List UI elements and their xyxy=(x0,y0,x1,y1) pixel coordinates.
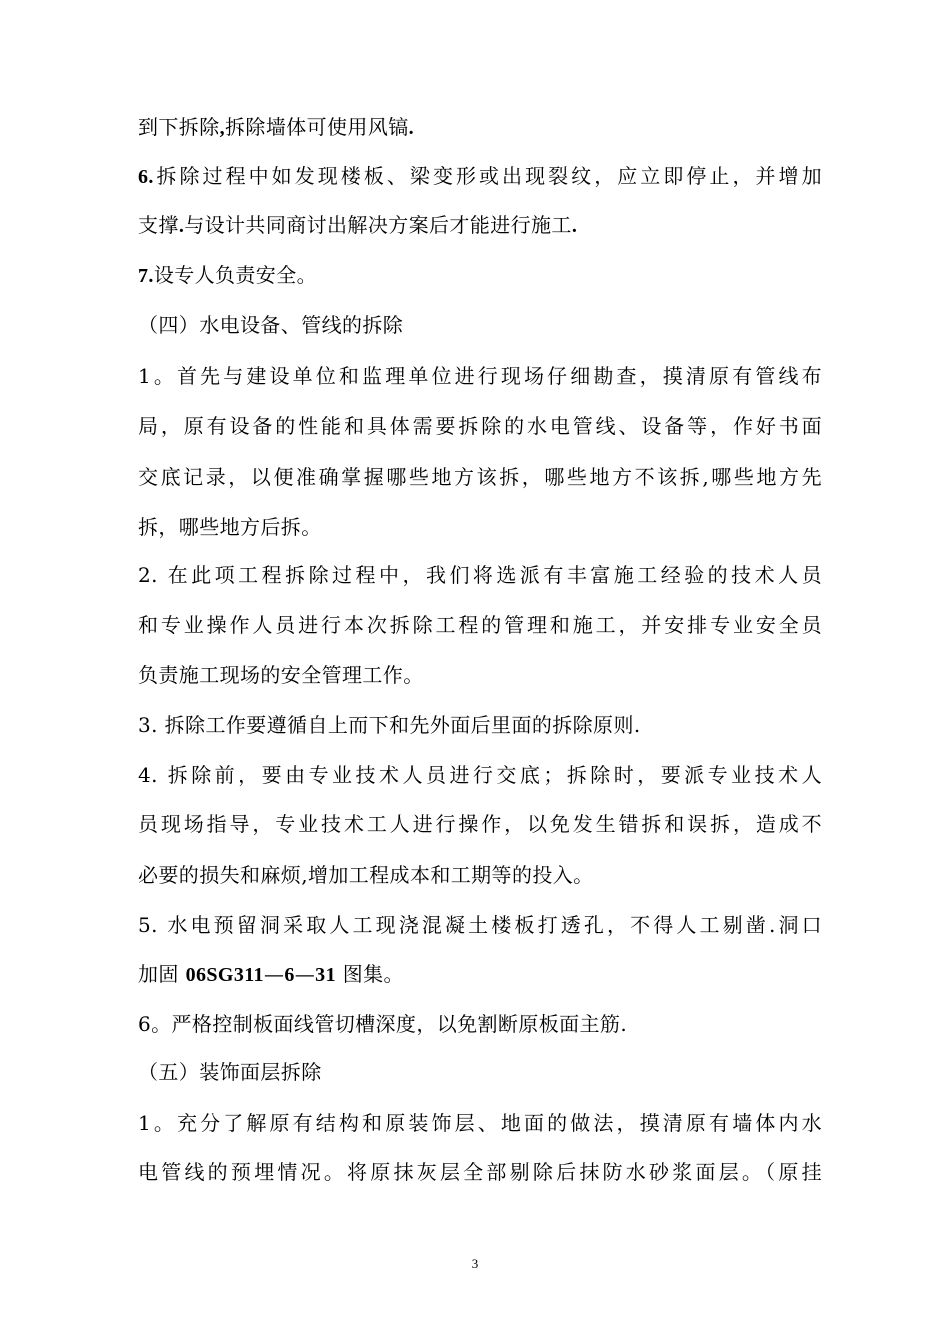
text-segment: 1。充分了解原有结构和原装饰层、地面的做法，摸清原有墙体内水 xyxy=(138,1111,822,1135)
text-segment: （四）水电设备、管线的拆除 xyxy=(138,313,404,337)
text-line xyxy=(138,210,822,240)
text-segment: 7. xyxy=(138,265,154,287)
text-segment: . xyxy=(408,117,415,139)
text-segment: 支撑 xyxy=(138,213,179,237)
text-line xyxy=(138,809,822,839)
text-segment: 4. 拆除前，要由专业技术人员进行交底；拆除时，要派专业技术人 xyxy=(138,763,822,787)
text-line xyxy=(138,1108,822,1138)
text-segment: 到下拆除 xyxy=(138,115,220,139)
text-line xyxy=(138,411,822,441)
text-segment: 交底记录，以便准确掌握哪些地方该拆，哪些地方不该拆,哪些地方先 xyxy=(138,465,822,489)
text-line xyxy=(138,112,822,142)
text-line xyxy=(138,512,822,542)
text-segment: 和专业操作人员进行本次拆除工程的管理和施工，并安排专业安全员 xyxy=(138,613,822,637)
text-segment: 1。首先与建设单位和监理单位进行现场仔细勘查，摸清原有管线布 xyxy=(138,364,822,388)
text-line xyxy=(138,1009,822,1039)
text-segment: 设专人负责安全。 xyxy=(153,263,318,287)
text-segment: — xyxy=(263,962,285,986)
text-line xyxy=(138,361,822,391)
text-segment: , xyxy=(219,117,226,139)
text-line xyxy=(138,560,822,590)
text-segment: （五）装饰面层拆除 xyxy=(138,1060,322,1084)
text-line xyxy=(138,959,822,989)
text-segment: 拆除墙体可使用风镐 xyxy=(225,115,409,139)
text-segment: . xyxy=(178,215,185,237)
text-segment: 必要的损失和麻烦,增加工程成本和工期等的投入。 xyxy=(138,863,594,887)
text-segment: . xyxy=(571,215,578,237)
text-segment: 3. 拆除工作要遵循自上而下和先外面后里面的拆除原则. xyxy=(138,713,641,737)
text-line xyxy=(138,860,822,890)
text-segment: 6. xyxy=(138,166,154,188)
text-line xyxy=(138,462,822,492)
text-line xyxy=(138,610,822,640)
text-segment: 06SG311 xyxy=(185,964,264,986)
text-line xyxy=(138,910,822,940)
text-segment: 图集。 xyxy=(335,962,404,986)
text-line xyxy=(138,1057,822,1087)
text-segment: 6 xyxy=(284,964,295,986)
text-segment: 局，原有设备的性能和具体需要拆除的水电管线、设备等，作好书面 xyxy=(138,414,822,438)
text-segment: 加固 xyxy=(138,962,186,986)
text-segment: 6。严格控制板面线管切槽深度，以免割断原板面主筋. xyxy=(138,1012,628,1036)
text-line xyxy=(138,161,822,191)
text-segment: 5. 水电预留洞采取人工现浇混凝土楼板打透孔，不得人工剔凿.洞口 xyxy=(138,913,822,937)
text-segment: 拆除过程中如发现楼板、梁变形或出现裂纹，应立即停止，并增加 xyxy=(153,164,822,188)
text-segment: 负责施工现场的安全管理工作。 xyxy=(138,663,424,687)
text-segment: 电管线的预埋情况。将原抹灰层全部剔除后抹防水砂浆面层。（原挂 xyxy=(138,1160,822,1184)
text-line xyxy=(138,660,822,690)
text-segment: — xyxy=(294,962,316,986)
text-line xyxy=(138,310,822,340)
text-segment: 员现场指导，专业技术工人进行操作，以免发生错拆和误拆，造成不 xyxy=(138,812,822,836)
text-line xyxy=(138,710,822,740)
text-line xyxy=(138,760,822,790)
text-line xyxy=(138,1157,822,1187)
text-line xyxy=(138,260,822,290)
text-segment: 2. 在此项工程拆除过程中，我们将选派有丰富施工经验的技术人员 xyxy=(138,563,822,587)
text-segment: 拆，哪些地方后拆。 xyxy=(138,515,322,539)
text-segment: 与设计共同商讨出解决方案后才能进行施工 xyxy=(184,213,572,237)
text-segment: 31 xyxy=(315,964,336,986)
page-number: 3 xyxy=(471,1256,479,1271)
